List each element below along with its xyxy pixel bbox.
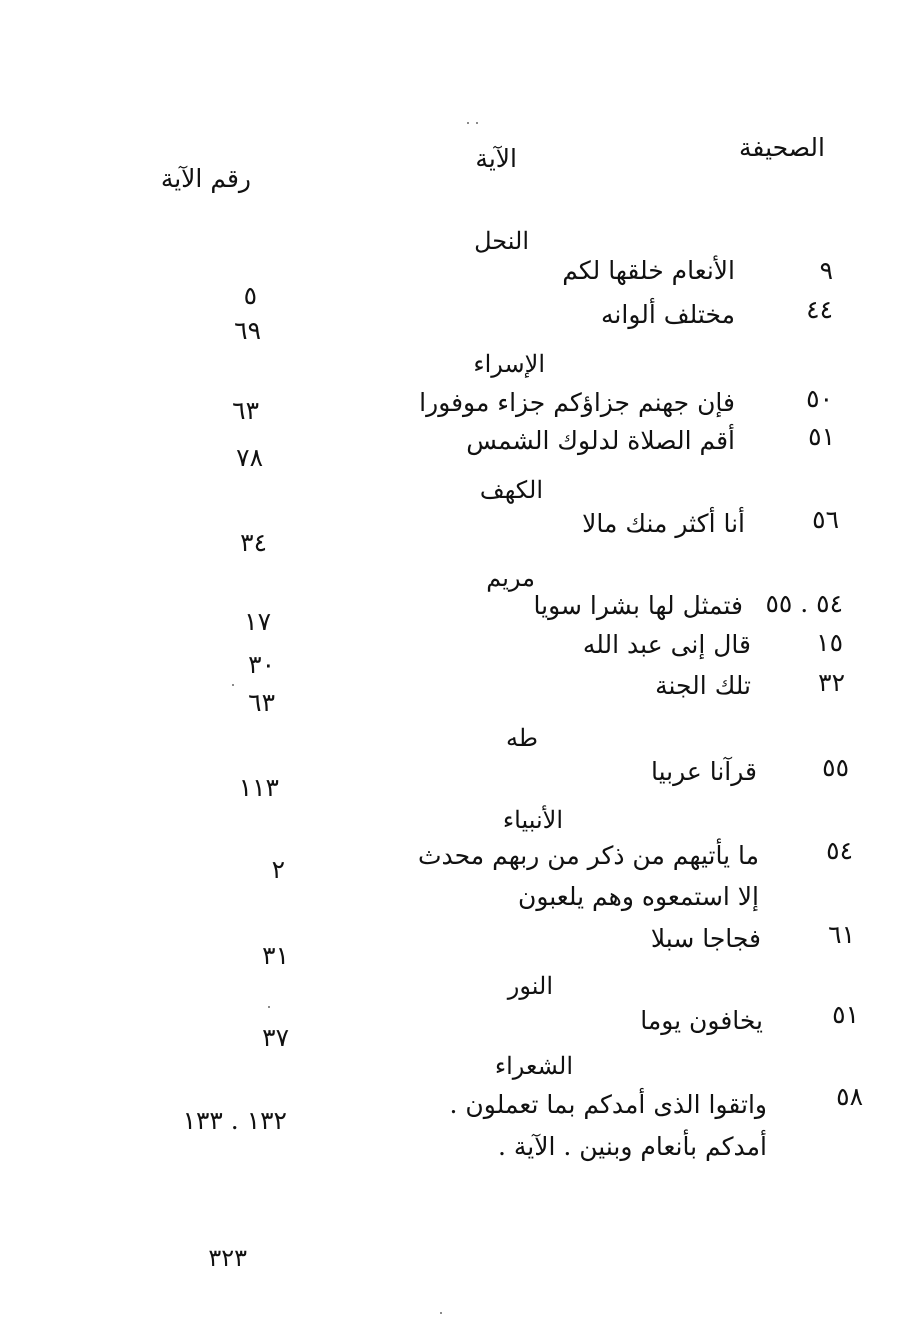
verse-text: قال إنى عبد الله (582, 630, 751, 659)
verse-text: فتمثل لها بشرا سويا (533, 591, 743, 620)
verse-number: ٣٧ (262, 1023, 289, 1052)
verse-text: قرآنا عربيا (650, 757, 757, 786)
header-verse: الآية (475, 144, 517, 173)
surah-title: النحل (474, 227, 529, 255)
page-number: ٩ (819, 256, 833, 285)
page-number: ٥٤ . ٥٥ (765, 589, 843, 618)
verse-number: ٥ (243, 281, 257, 310)
verse-text: يخافون يوما (640, 1006, 763, 1035)
verse-text: ما يأتيهم من ذكر من ربهم محدث (418, 841, 759, 870)
verse-text: الأنعام خلقها لكم (562, 256, 735, 285)
verse-number: ٣١ (262, 941, 289, 970)
page-number: ٥٠ (806, 384, 833, 413)
paper-speck (232, 684, 234, 686)
surah-title: النور (507, 972, 553, 1000)
verse-number: ٣٤ (240, 528, 267, 557)
verse-text: أمدكم بأنعام وبنين . الآية . (497, 1132, 767, 1161)
verse-number: ٦٣ (248, 688, 275, 717)
surah-title: الكهف (479, 476, 543, 504)
verse-number: ٦٩ (234, 316, 261, 345)
page-number: ٥٨ (836, 1082, 863, 1111)
page-number: ٥١ (808, 422, 835, 451)
surah-title: مريم (486, 564, 535, 592)
paper-speck (440, 1312, 442, 1314)
verse-number: ٦٣ (232, 396, 259, 425)
page-number: ٥٤ (826, 836, 853, 865)
surah-title: الشعراء (494, 1052, 573, 1080)
page-number: ٤٤ (806, 295, 833, 324)
verse-text: إلا استمعوه وهم يلعبون (517, 882, 759, 911)
surah-title: الإسراء (473, 350, 545, 378)
verse-text: تلك الجنة (655, 671, 751, 700)
paper-speck (268, 1006, 270, 1008)
page-number: ١٥ (816, 628, 843, 657)
verse-text: أقم الصلاة لدلوك الشمس (466, 426, 735, 455)
page-number: ٣٢ (818, 668, 845, 697)
verse-number: ١٧ (244, 607, 271, 636)
verse-number: ٣٠ (248, 650, 275, 679)
paper-speck (476, 122, 478, 124)
verse-number: ٢ (271, 855, 285, 884)
surah-title: طه (506, 724, 538, 752)
page-folio: ٣٢٣ (208, 1244, 247, 1272)
page-number: ٦١ (828, 920, 855, 949)
verse-text: واتقوا الذى أمدكم بما تعملون . (449, 1090, 767, 1119)
verse-text: فجاجا سبلا (650, 924, 761, 953)
verse-text: مختلف ألوانه (601, 300, 735, 329)
verse-text: أنا أكثر منك مالا (582, 509, 745, 538)
surah-title: الأنبياء (502, 806, 563, 834)
verse-number: ١١٣ (238, 773, 279, 802)
page-number: ٥١ (832, 1000, 859, 1029)
page-number: ٥٥ (822, 753, 849, 782)
verse-number: ١٣٢ . ١٣٣ (182, 1106, 287, 1135)
paper-speck (467, 122, 469, 124)
header-verse-number: رقم الآية (160, 164, 251, 193)
verse-number: ٧٨ (236, 443, 263, 472)
verse-text: فإن جهنم جزاؤكم جزاء موفورا (419, 388, 735, 417)
page-number: ٥٦ (812, 505, 839, 534)
header-page: الصحيفة (739, 133, 825, 162)
